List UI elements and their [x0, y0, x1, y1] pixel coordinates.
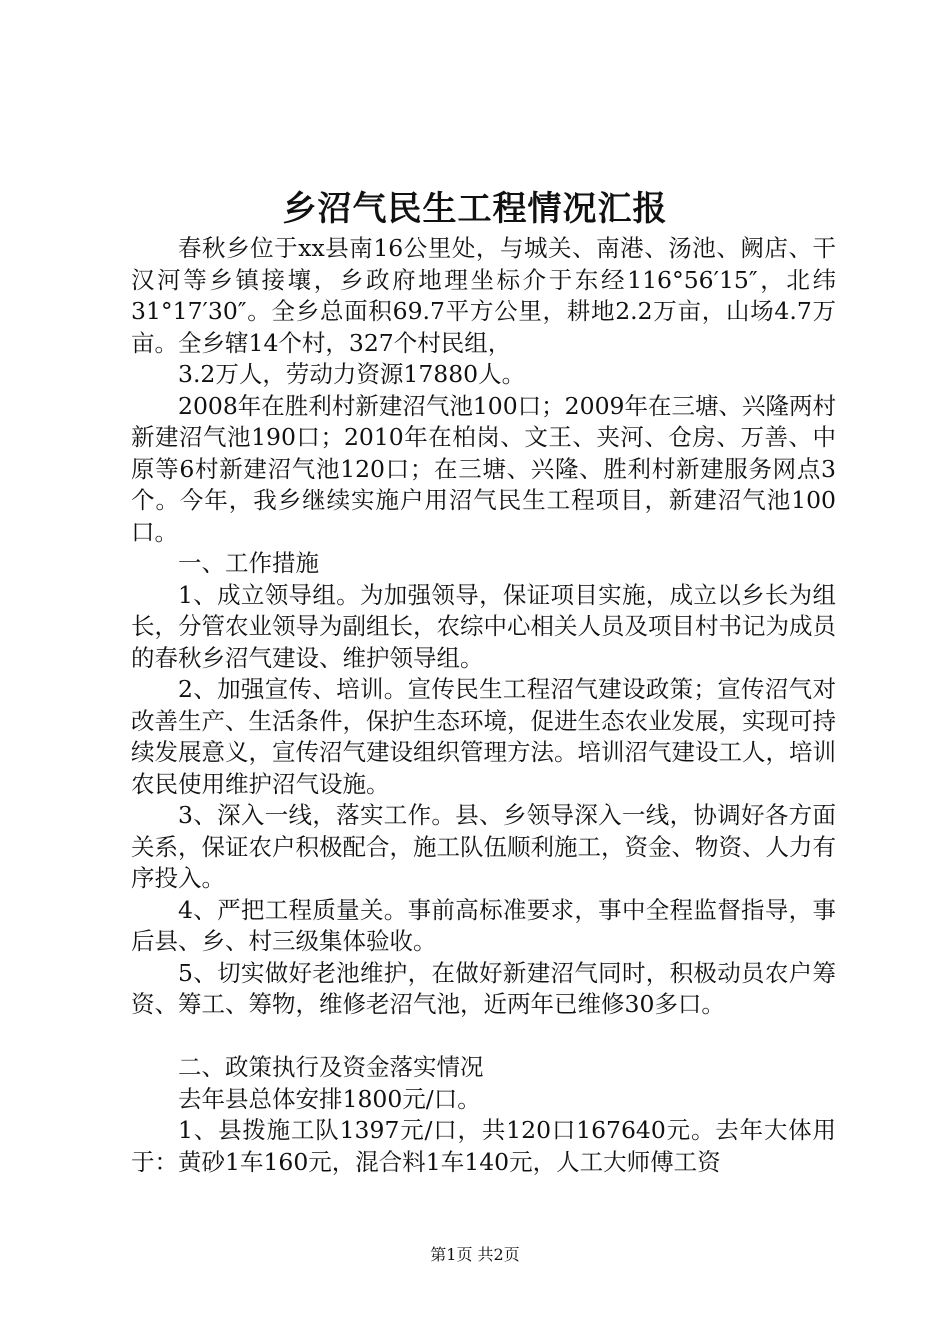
paragraph-measure-5: 5、切实做好老池维护，在做好新建沼气同时，积极动员农户筹资、筹工、筹物，维修老沼气池，近两年已维修30多口。 — [131, 958, 836, 1018]
paragraph-funds-1: 1、县拨施工队1397元/口，共120口167640元。去年大体用于：黄砂1车160元，混合料1车140元，人工大师傅工资 — [131, 1116, 836, 1176]
paragraph-history: 2008年在胜利村新建沼气池100口；2009年在三塘、兴隆两村新建沼气池190口；2010年在柏岗、文王、夹河、仓房、万善、中原等6村新建沼气池120口；在三塘、兴隆、胜利村新建服务网点3个。今年，我乡继续实施户用沼气民生工程项目，新建沼气池100口。 — [131, 391, 836, 546]
paragraph-intro: 春秋乡位于xx县南16公里处，与城关、南港、汤池、阙店、干汉河等乡镇接壤，乡政府地理坐标介于东经116°56′15″，北纬31°17′30″。全乡总面积69.7平方公里，耕地2.2万亩，山场4.7万亩。全乡辖14个村，327个村民组， — [131, 234, 836, 357]
section-heading-funds: 二、政策执行及资金落实情况 — [178, 1053, 484, 1081]
document-body — [131, 233, 836, 1178]
paragraph-funds-overview: 去年县总体安排1800元/口。 — [178, 1084, 481, 1113]
paragraph-measure-2: 2、加强宣传、培训。宣传民生工程沼气建设政策；宣传沼气对改善生产、生活条件，保护生态环境，促进生态农业发展，实现可持续发展意义，宣传沼气建设组织管理方法。培训沼气建设工人，培训农民使用维护沼气设施。 — [131, 675, 836, 798]
page-footer: 第1页 共2页 — [430, 1245, 520, 1264]
paragraph-population: 3.2万人，劳动力资源17880人。 — [178, 360, 526, 388]
paragraph-measure-3: 3、深入一线，落实工作。县、乡领导深入一线，协调好各方面关系，保证农户积极配合，施工队伍顺利施工，资金、物资、人力有序投入。 — [131, 801, 836, 892]
document-title: 乡沼气民生工程情况汇报 — [282, 189, 668, 229]
paragraph-measure-1: 1、成立领导组。为加强领导，保证项目实施，成立以乡长为组长，分管农业领导为副组长，农综中心相关人员及项目村书记为成员的春秋乡沼气建设、维护领导组。 — [131, 580, 836, 672]
paragraph-measure-4: 4、严把工程质量关。事前高标准要求，事中全程监督指导，事后县、乡、村三级集体验收。 — [131, 895, 836, 955]
blank-line — [131, 1021, 836, 1053]
section-heading-measures: 一、工作措施 — [178, 549, 319, 577]
